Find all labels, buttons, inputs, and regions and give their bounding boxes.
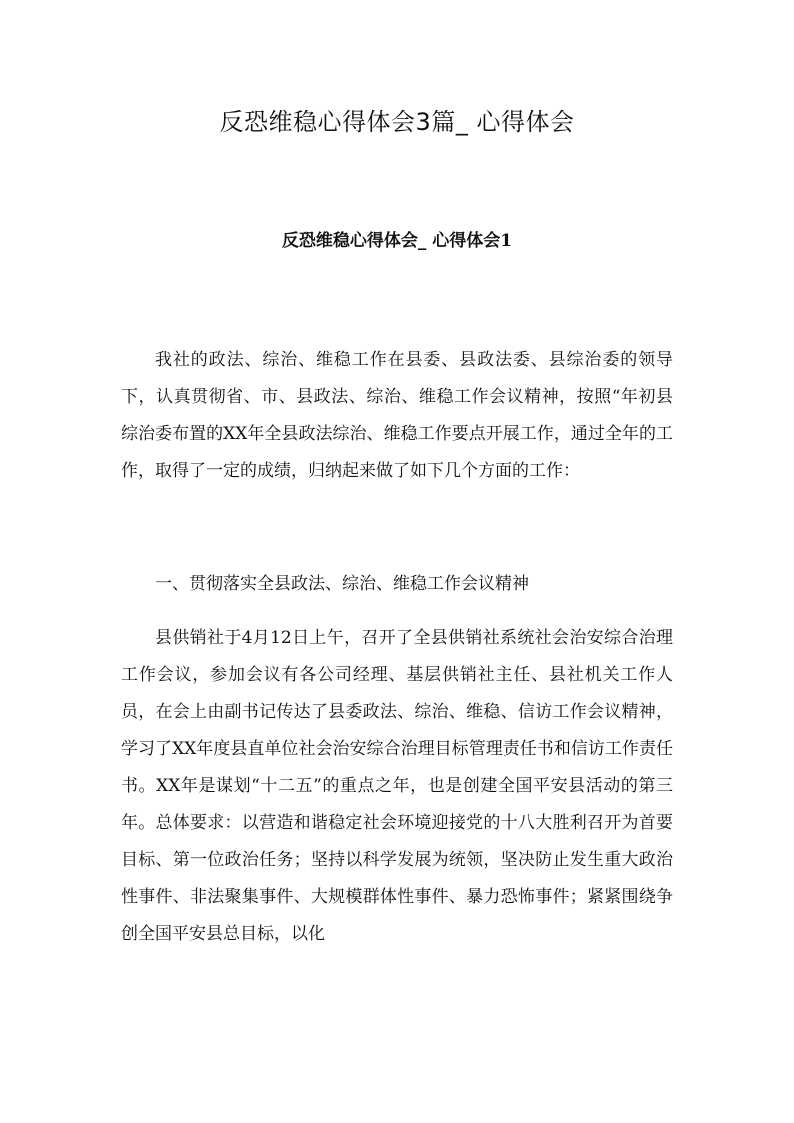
paragraph-meeting: 县供销社于4月12日上午，召开了全县供销社系统社会治安综合治理工作会议，参加会议有各公司经理、基层供销社主任、县社机关工作人员，在会上由副书记传达了县委政法、综治、维稳、信访工作会议精神，学习了XX年度县直单位社会治安综合治理目标管理责任书和信访工作责任书。XX年是谋划“十二五”的重点之年，也是创建全国平安县活动的第三年。总体要求：以营造和谐稳定社会环境迎接党的十八大胜利召开为首要目标、第一位政治任务；坚持以科学发展为统领，坚决防止发生重大政治性事件、非法聚集事件、大规模群体性事件、暴力恐怖事件；紧紧围绕争创全国平安县总目标，以化 — [121, 628, 673, 944]
section-subtitle: 反恐维稳心得体会_ 心得体会1 — [281, 231, 513, 251]
section-heading: 一、贯彻落实全县政法、综治、维稳工作会议精神 — [155, 574, 529, 594]
document-title: 反恐维稳心得体会3篇_ 心得体会 — [219, 108, 575, 136]
paragraph-intro: 我社的政法、综治、维稳工作在县委、县政法委、县综治委的领导下，认真贯彻省、市、县政法、综治、维稳工作会议精神，按照“年初县综治委布置的XX年全县政法综治、维稳工作要点开展工作，通过全年的工作，取得了一定的成绩，归纳起来做了如下几个方面的工作： — [121, 350, 673, 481]
